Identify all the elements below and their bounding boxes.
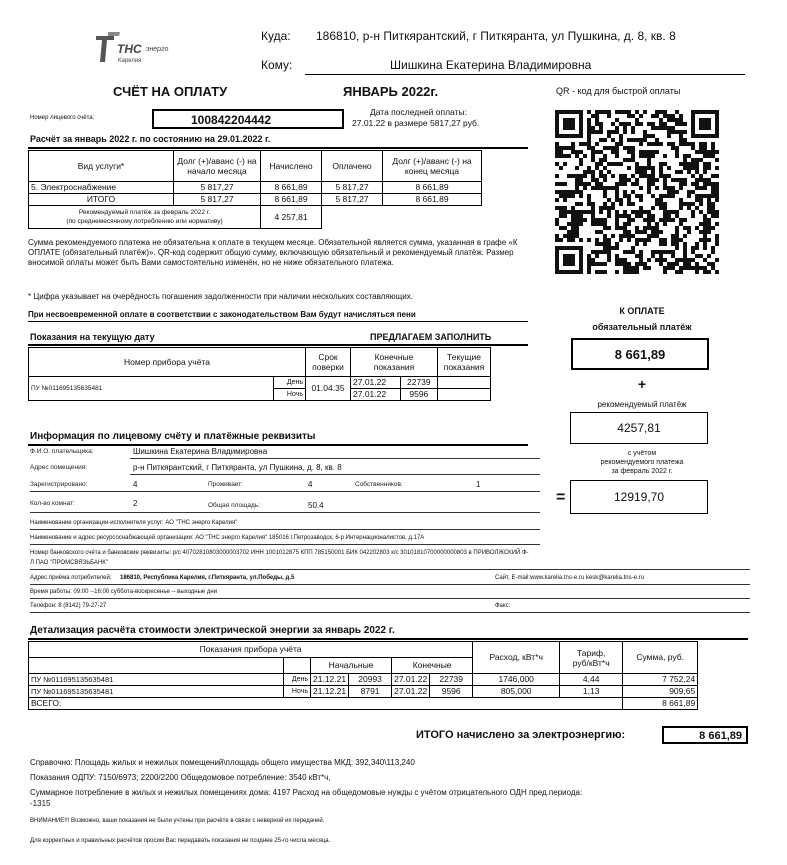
bank-line xyxy=(30,569,750,570)
with-l2: рекомендуемого платежа xyxy=(600,459,684,466)
calc-h-charged: Начислено xyxy=(261,151,322,182)
calc-cell: 5 817,27 xyxy=(174,182,261,194)
reg-label: Зарегистрировано: xyxy=(30,481,88,488)
detail-rule xyxy=(28,638,748,640)
detail-total: 8 661,89 xyxy=(623,698,698,710)
fax-text: Факс: xyxy=(495,603,511,609)
zone-day: День xyxy=(274,377,306,389)
grand-total-box xyxy=(662,726,748,744)
detail-v2: 22739 xyxy=(430,674,473,686)
rec-label: рекомендуемый платёж xyxy=(597,400,687,409)
info-title: Информация по лицевому счёту и платёжные реквизиты xyxy=(30,431,316,442)
hours-line xyxy=(30,598,750,599)
last-payment-l2: 27.01.22 в размере 5817,27 руб. xyxy=(352,118,480,128)
last-payment-l1: Дата последней оплаты: xyxy=(370,107,467,117)
detail-v1: 8791 xyxy=(349,686,392,698)
detail-sum: 909,65 xyxy=(623,686,698,698)
total-amount: 12919,70 xyxy=(613,490,665,504)
qr-modules xyxy=(555,110,719,274)
calc-h-start: Долг (+)/аванс (-) на начало месяца xyxy=(174,151,261,182)
empty-cell xyxy=(383,206,482,229)
calc-cell: 8 661,89 xyxy=(383,182,482,194)
detail-d2: 27.01.22 xyxy=(392,674,430,686)
recv-line xyxy=(30,584,750,585)
h-final-l1: Конечные xyxy=(374,352,414,362)
rooms-label: Кол-во комнат: xyxy=(30,500,75,507)
to-pay-label: К ОПЛАТЕ xyxy=(619,306,665,316)
account-number: 100842204442 xyxy=(191,113,272,127)
h-term-l2: поверки xyxy=(312,362,344,372)
meters-h-term xyxy=(306,348,351,377)
fio-label: Ф.И.О. плательщика: xyxy=(30,448,94,455)
meters-h-meter: Номер прибора учёта xyxy=(29,348,306,377)
night-date: 27.01.22 xyxy=(351,389,401,401)
calc-rec-value: 4 257,81 xyxy=(261,206,322,229)
detail-use: 1746,000 xyxy=(473,674,560,686)
note-recommended: Сумма рекомендуемого платежа не обязательна к оплате в текущем месяце. Обязательной является сумма, указанная в графе «К ОПЛАТЕ (обязательный платёж)». QR-код содержит общую сумму, включающую обязательный и рекомендуемый платёж. Размер вносимой оплаты может быть Вами самостоятельно изменён, но не ниже обязательного платежа. xyxy=(28,238,518,267)
detail-total-label: ВСЕГО: xyxy=(29,698,623,710)
calc-cell: 5 817,27 xyxy=(322,194,383,206)
grand-total-label: ИТОГО начислено за электроэнергию: xyxy=(416,729,626,741)
footer-advice: Для корректных и правильных расчётов просим Вас передавать показания не позднее 25-го числа месяца. xyxy=(30,838,331,844)
area-value: 50.4 xyxy=(308,501,324,510)
calc-rec-label xyxy=(29,206,261,229)
penalty-rule xyxy=(28,321,528,322)
to-pay-box xyxy=(571,338,709,370)
invoice-title: СЧЁТ НА ОПЛАТУ xyxy=(113,84,228,99)
qr-label: QR - код для быстрой оплаты xyxy=(556,86,681,96)
rooms-line xyxy=(30,512,540,513)
to-underline xyxy=(305,74,745,75)
meters-rule xyxy=(28,344,528,346)
logo-brand-small: энерго xyxy=(146,46,169,53)
where-address: 186810, р-н Питкярантский, г Питкяранта, ул Пушкина, д. 8, кв. 8 xyxy=(316,29,676,43)
current-night-input[interactable] xyxy=(438,389,491,401)
meters-h-current xyxy=(438,348,491,377)
meters-offer: ПРЕДЛАГАЕМ ЗАПОЛНИТЬ xyxy=(370,332,492,342)
calc-cell: ИТОГО xyxy=(29,194,174,206)
supplier-line xyxy=(30,544,540,545)
penalty-note: При несвоевременной оплате в соответствии с законодательством Вам будут начисляться пени xyxy=(28,310,416,319)
calc-rec-l2: (по среднемесячному потреблению или нормативу) xyxy=(66,218,223,225)
logo-brand: ТНС xyxy=(117,42,142,56)
org-line xyxy=(30,529,540,530)
calc-cell: 8 661,89 xyxy=(261,182,322,194)
fio-value: Шишкина Екатерина Владимировна xyxy=(133,447,268,456)
calc-h-end: Долг (+)/аванс (-) на конец месяца xyxy=(383,151,482,182)
meters-title: Показания на текущую дату xyxy=(30,332,155,342)
night-value: 9596 xyxy=(400,389,437,401)
live-value: 4 xyxy=(308,480,313,489)
meters-h-final xyxy=(351,348,438,377)
info-rule xyxy=(28,444,528,446)
day-value: 22739 xyxy=(400,377,437,389)
phone-line xyxy=(30,612,750,613)
detail-d1: 21.12.21 xyxy=(311,686,349,698)
addr-label: Адрес помещения: xyxy=(30,464,88,471)
detail-h-use: Расход, кВт*ч xyxy=(473,642,560,674)
calc-rule xyxy=(28,147,528,149)
day-date: 27.01.22 xyxy=(351,377,401,389)
addr-line xyxy=(130,474,540,475)
detail-table xyxy=(28,641,698,710)
hours-text: Время работы: 09:00 --16:00 суббота-воскресенье -- выходные дни xyxy=(30,589,218,595)
calc-rec-l1: Рекомендуемый платёж за февраль 2022 г. xyxy=(78,209,211,216)
calc-title: Расчёт за январь 2022 г. по состоянию на 29.01.2022 г. xyxy=(30,134,271,144)
qr-code-image xyxy=(555,108,720,280)
calc-cell: 8 661,89 xyxy=(383,194,482,206)
detail-meter: ПУ №011695135635481 xyxy=(29,674,284,686)
where-label: Куда: xyxy=(261,29,291,43)
empty-cell xyxy=(29,658,284,674)
detail-v2: 9596 xyxy=(430,686,473,698)
live-label: Проживает: xyxy=(208,481,243,488)
own-label: Собственников: xyxy=(355,481,403,488)
recipient-name: Шишкина Екатерина Владимировна xyxy=(390,58,592,72)
area-label: Общая площадь: xyxy=(208,502,261,509)
calc-cell: 8 661,89 xyxy=(261,194,322,206)
with-l3: за февраль 2022 г. xyxy=(611,468,673,475)
recv-label: Адрес приёма потребителей: xyxy=(30,575,112,581)
detail-h-meter: Показания прибора учёта xyxy=(29,642,473,658)
current-day-input[interactable] xyxy=(438,377,491,389)
meter-number: ПУ №011695135635481 xyxy=(29,377,274,401)
fio-line xyxy=(130,458,540,459)
supplier-text: Наименование и адрес ресурсоснабжающей организации: АО "ТНС энерго Карелия" 185016 г.Петрозаводск, 6-р Интернационалистов, д.17А xyxy=(30,535,425,541)
with-l1: с учётом xyxy=(627,450,657,457)
own-value: 1 xyxy=(476,480,481,489)
detail-row xyxy=(29,674,698,686)
qr-code[interactable] xyxy=(555,108,720,280)
equals-sign: = xyxy=(556,489,566,506)
calc-cell: 5 817,27 xyxy=(322,182,383,194)
note-order: * Цифра указывает на очерёдность погашения задолженности при наличии нескольких составляющих. xyxy=(28,292,413,301)
footer-sum-l1: Суммарное потребление в жилых и нежилых помещениях дома: 4197 Расход на общедомовые нужды с учётом отрицательного ОДН пред.периода: xyxy=(30,788,583,797)
plus-sign: + xyxy=(637,376,647,392)
bank-l2: Л ПАО "ПРОМСВЯЗЬБАНК" xyxy=(30,560,108,566)
rooms-value: 2 xyxy=(133,499,138,508)
calc-h-paid: Оплачено xyxy=(322,151,383,182)
grand-total: 8 661,89 xyxy=(699,730,742,742)
company-logo xyxy=(94,30,194,70)
org-text: Наименование организации-исполнителя услуг: АО "ТНС энерго Карелия" xyxy=(30,520,238,526)
detail-zone: День xyxy=(284,674,311,686)
detail-h-final: Конечные xyxy=(392,658,473,674)
to-pay-amount: 8 661,89 xyxy=(614,347,666,362)
logo-region: Карелия xyxy=(118,58,142,64)
h-current-l2: показания xyxy=(443,362,485,372)
account-box xyxy=(152,109,344,129)
h-tariff-l2: руб/кВт*ч xyxy=(572,657,610,668)
detail-h-sum: Сумма, руб. xyxy=(623,642,698,674)
detail-total-row xyxy=(29,698,698,710)
h-final-l2: показания xyxy=(373,362,415,372)
calc-row-total xyxy=(29,194,482,206)
rec-amount: 4257,81 xyxy=(617,421,661,435)
zone-night: Ночь xyxy=(274,389,306,401)
calc-row xyxy=(29,182,482,194)
footer-odpu: Показания ОДПУ: 7150/6973; 2200/2200 Общедомовое потребление: 3540 кВт*ч, xyxy=(30,773,331,782)
invoice-month: ЯНВАРЬ 2022г. xyxy=(343,84,439,99)
h-term-l1: Срок xyxy=(318,352,338,362)
detail-use: 805,000 xyxy=(473,686,560,698)
calc-cell: 5 817,27 xyxy=(174,194,261,206)
calc-table xyxy=(28,150,482,229)
reg-line xyxy=(30,491,540,492)
detail-sum: 7 752,24 xyxy=(623,674,698,686)
bank-l1: Номер банковского счёта и банковские реквизиты: р/с 40702810803000003702 ИНН 1001012875 КПП 785150001 БИК 042202803 к/с 30101810700000000803 в ПРИВОЛЖСКИЙ Ф- xyxy=(30,550,529,556)
account-label: Номер лицевого счёта: xyxy=(30,115,95,121)
empty-cell xyxy=(322,206,383,229)
recv-value: 186810, Республика Карелия, г.Питкяранта, ул.Победы, д.5 xyxy=(120,575,295,581)
meter-term: 01.04.35 xyxy=(306,377,351,401)
calc-h-service: Вид услуги* xyxy=(29,151,174,182)
to-label: Кому: xyxy=(261,58,293,72)
detail-v1: 20993 xyxy=(349,674,392,686)
h-tariff-l1: Тариф, xyxy=(577,647,606,658)
footer-ref: Справочно: Площадь жилых и нежилых помещений\площадь общего имущества МКД: 392,340\113,240 xyxy=(30,758,415,767)
meters-table xyxy=(28,347,491,401)
empty-cell xyxy=(284,658,311,674)
site-text[interactable]: Сайт, E-mail:www.karelia.tns-e.ru kesk@karelia.tns-e.ru xyxy=(495,575,644,581)
rec-box xyxy=(570,412,708,444)
footer-sum-l2: -1315 xyxy=(30,799,51,808)
footer-warn: ВНИМАНИЕ!!! Возможно, ваши показания не были учтены при расчёте в связи с неверной их передачей. xyxy=(30,818,325,824)
total-box xyxy=(570,480,708,514)
addr-value: р-н Питкярантский, г Питкяранта, ул Пушкина, д. 8, кв. 8 xyxy=(133,463,342,472)
calc-cell: 5. Электроснабжение xyxy=(29,182,174,194)
detail-tariff: 4,44 xyxy=(560,674,623,686)
detail-d1: 21.12.21 xyxy=(311,674,349,686)
detail-tariff: 1,13 xyxy=(560,686,623,698)
detail-h-initial: Начальные xyxy=(311,658,392,674)
detail-h-tariff xyxy=(560,642,623,674)
calc-row-recommended xyxy=(29,206,482,229)
to-pay-sublabel: обязательный платёж xyxy=(592,322,692,332)
detail-zone: Ночь xyxy=(284,686,311,698)
detail-title: Детализация расчёта стоимости электрической энергии за январь 2022 г. xyxy=(30,625,395,636)
h-current-l1: Текущие xyxy=(447,352,481,362)
meter-row-day xyxy=(29,377,491,389)
phone-text: Телефон: 8 (8142) 79-27-27 xyxy=(30,603,107,609)
reg-value: 4 xyxy=(133,480,138,489)
detail-row xyxy=(29,686,698,698)
detail-d2: 27.01.22 xyxy=(392,686,430,698)
detail-meter: ПУ №011695135635481 xyxy=(29,686,284,698)
